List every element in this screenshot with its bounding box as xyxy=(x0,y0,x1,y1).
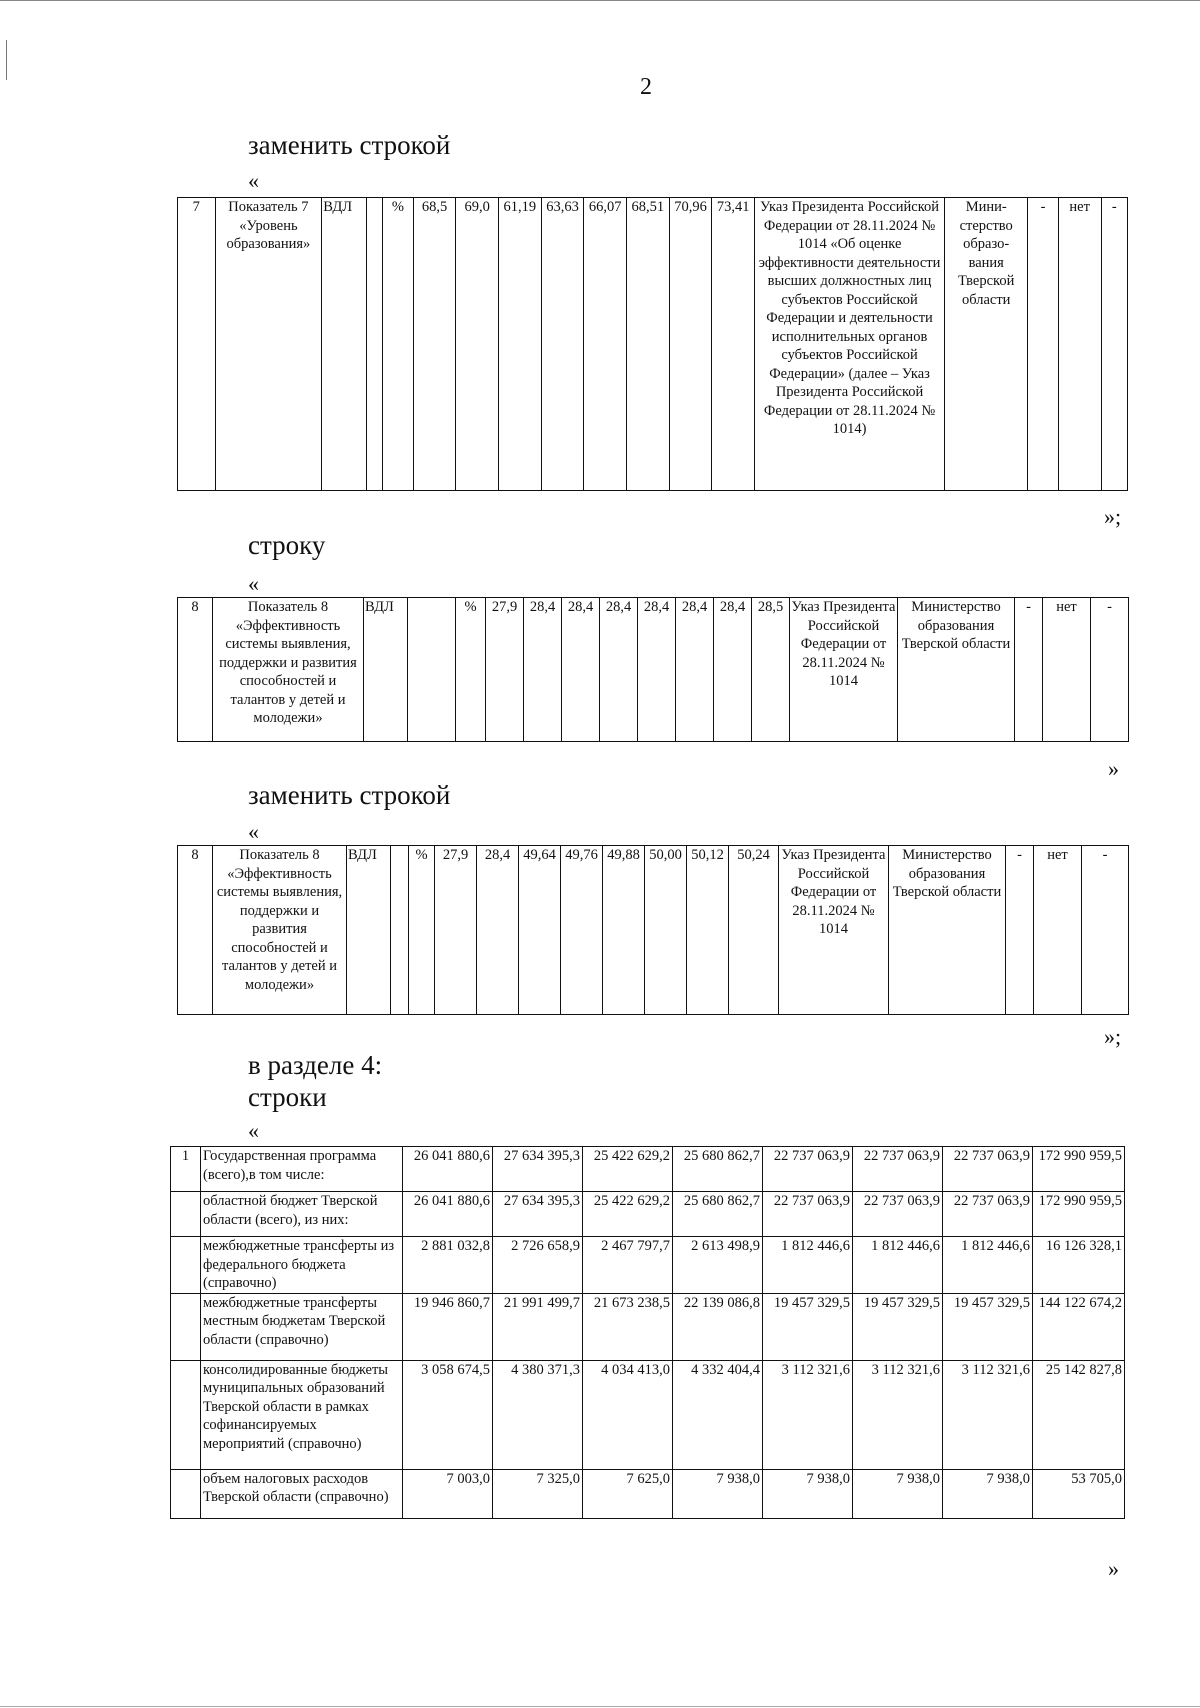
budget-table xyxy=(170,1146,1125,1519)
table-cell: 8 xyxy=(178,846,213,1015)
table-cell: 7 938,0 xyxy=(673,1469,763,1518)
table-cell: 28,4 xyxy=(638,598,676,742)
table-cell xyxy=(366,198,382,491)
table-cell: 69,0 xyxy=(456,198,499,491)
table-cell: 61,19 xyxy=(499,198,542,491)
table-cell: ВДЛ xyxy=(364,598,408,742)
table-cell: ВДЛ xyxy=(322,198,367,491)
table-cell: 1 812 446,6 xyxy=(943,1237,1033,1294)
table-cell: Государственная программа (всего),в том числе: xyxy=(201,1147,403,1192)
table-cell: 7 003,0 xyxy=(403,1469,493,1518)
table-cell: 16 126 328,1 xyxy=(1033,1237,1125,1294)
table-cell: Показатель 8 «Эффективность системы выявления, поддержки и развития способностей и талантов у детей и молодежи» xyxy=(213,846,347,1015)
table-cell: - xyxy=(1091,598,1129,742)
table-cell: 25 142 827,8 xyxy=(1033,1360,1125,1469)
open-quote-3: « xyxy=(248,819,259,844)
table-cell xyxy=(408,598,456,742)
scan-edge-bottom xyxy=(0,1706,1200,1707)
table-cell: 19 946 860,7 xyxy=(403,1293,493,1360)
table-cell: 25 422 629,2 xyxy=(583,1192,673,1237)
table-cell: консолидированные бюджеты муниципальных образований Тверской области в рамках софинансируемых мероприятий (справочно) xyxy=(201,1360,403,1469)
table-cell: 3 112 321,6 xyxy=(853,1360,943,1469)
table-cell xyxy=(171,1469,201,1518)
table-cell: 144 122 674,2 xyxy=(1033,1293,1125,1360)
section-heading-row: строку xyxy=(248,530,326,560)
table-cell: 53 705,0 xyxy=(1033,1469,1125,1518)
table-cell: 2 467 797,7 xyxy=(583,1237,673,1294)
table-cell: 3 058 674,5 xyxy=(403,1360,493,1469)
open-quote-4: « xyxy=(248,1118,259,1143)
table-cell xyxy=(171,1237,201,1294)
table-cell: 25 680 862,7 xyxy=(673,1147,763,1192)
table-cell: Министерство образования Тверской области xyxy=(898,598,1015,742)
close-quote-4: » xyxy=(1108,1556,1119,1581)
table-cell xyxy=(171,1360,201,1469)
table-cell: 2 613 498,9 xyxy=(673,1237,763,1294)
table-cell: 22 737 063,9 xyxy=(763,1192,853,1237)
table-row xyxy=(178,846,1129,1015)
section-heading-replace-1: заменить строкой xyxy=(248,130,451,160)
table-cell: 49,76 xyxy=(561,846,603,1015)
table-cell: 49,88 xyxy=(603,846,645,1015)
table-cell: нет xyxy=(1058,198,1101,491)
table-cell: 19 457 329,5 xyxy=(763,1293,853,1360)
open-quote-2: « xyxy=(248,571,259,596)
table-cell: 1 812 446,6 xyxy=(853,1237,943,1294)
close-quote-2: » xyxy=(1108,756,1119,781)
table-cell: нет xyxy=(1043,598,1091,742)
table-cell: 19 457 329,5 xyxy=(943,1293,1033,1360)
table-cell: % xyxy=(383,198,413,491)
table-cell: 7 938,0 xyxy=(853,1469,943,1518)
section-heading-rows: строки xyxy=(248,1082,327,1112)
table-cell: 7 938,0 xyxy=(763,1469,853,1518)
table-cell: 22 737 063,9 xyxy=(853,1147,943,1192)
table-cell: межбюджетные трансферты местным бюджетам Тверской области (справочно) xyxy=(201,1293,403,1360)
table-cell: 172 990 959,5 xyxy=(1033,1147,1125,1192)
table-cell: 2 726 658,9 xyxy=(493,1237,583,1294)
table-cell: 22 139 086,8 xyxy=(673,1293,763,1360)
table-cell: 1 812 446,6 xyxy=(763,1237,853,1294)
table-row xyxy=(171,1147,1125,1192)
page-number: 2 xyxy=(640,74,652,100)
table-cell: % xyxy=(456,598,486,742)
table-cell: 21 991 499,7 xyxy=(493,1293,583,1360)
table-cell: 19 457 329,5 xyxy=(853,1293,943,1360)
table-row xyxy=(171,1469,1125,1518)
close-quote-3: »; xyxy=(1104,1024,1122,1049)
table-cell: 1 xyxy=(171,1147,201,1192)
table-cell: 70,96 xyxy=(669,198,712,491)
scan-edge-top xyxy=(0,0,1200,1)
table-row xyxy=(178,598,1129,742)
table-cell: 26 041 880,6 xyxy=(403,1147,493,1192)
table-cell: 25 680 862,7 xyxy=(673,1192,763,1237)
indicator-table-8-old xyxy=(177,597,1129,742)
table-cell: Мини-стерство образо-вания Тверской области xyxy=(945,198,1028,491)
indicator-table-8-new xyxy=(177,845,1129,1015)
table-cell: Указ Президента Российской Федерации от 28.11.2024 № 1014 xyxy=(790,598,898,742)
table-cell: 25 422 629,2 xyxy=(583,1147,673,1192)
table-cell: - xyxy=(1006,846,1034,1015)
table-cell: областной бюджет Тверской области (всего), из них: xyxy=(201,1192,403,1237)
table-cell: 68,5 xyxy=(413,198,456,491)
table-cell: 4 034 413,0 xyxy=(583,1360,673,1469)
table-cell: 7 xyxy=(178,198,216,491)
table-cell: Показатель 8 «Эффективность системы выявления, поддержки и развития способностей и талантов у детей и молодежи» xyxy=(213,598,364,742)
table-cell: 50,12 xyxy=(687,846,729,1015)
table-cell: Министерство образования Тверской области xyxy=(889,846,1006,1015)
table-cell: 21 673 238,5 xyxy=(583,1293,673,1360)
table-cell: - xyxy=(1015,598,1043,742)
table-cell xyxy=(171,1293,201,1360)
table-cell xyxy=(391,846,409,1015)
table-cell: 28,4 xyxy=(477,846,519,1015)
table-cell: нет xyxy=(1034,846,1082,1015)
table-cell: 28,4 xyxy=(714,598,752,742)
table-cell: 172 990 959,5 xyxy=(1033,1192,1125,1237)
table-cell: 28,4 xyxy=(676,598,714,742)
table-cell: 4 380 371,3 xyxy=(493,1360,583,1469)
open-quote-1: « xyxy=(248,168,259,193)
table-cell: - xyxy=(1028,198,1058,491)
table-cell: 50,24 xyxy=(729,846,779,1015)
table-cell: 28,4 xyxy=(524,598,562,742)
table-cell: 2 881 032,8 xyxy=(403,1237,493,1294)
table-cell: 26 041 880,6 xyxy=(403,1192,493,1237)
table-cell: 3 112 321,6 xyxy=(763,1360,853,1469)
table-cell: 28,4 xyxy=(600,598,638,742)
table-cell: 7 325,0 xyxy=(493,1469,583,1518)
table-cell: 49,64 xyxy=(519,846,561,1015)
table-row xyxy=(178,198,1128,491)
table-cell: 4 332 404,4 xyxy=(673,1360,763,1469)
table-cell: 28,5 xyxy=(752,598,790,742)
table-cell: 27 634 395,3 xyxy=(493,1192,583,1237)
section-heading-replace-2: заменить строкой xyxy=(248,780,451,810)
scan-mark xyxy=(6,40,7,80)
table-cell: Указ Президента Российской Федерации от 28.11.2024 № 1014 xyxy=(779,846,889,1015)
table-cell: 22 737 063,9 xyxy=(763,1147,853,1192)
table-cell: 50,00 xyxy=(645,846,687,1015)
table-cell: ВДЛ xyxy=(347,846,391,1015)
table-row xyxy=(171,1192,1125,1237)
table-cell: 27,9 xyxy=(486,598,524,742)
table-cell: - xyxy=(1101,198,1128,491)
table-cell: 27 634 395,3 xyxy=(493,1147,583,1192)
table-cell: 22 737 063,9 xyxy=(943,1192,1033,1237)
table-cell: - xyxy=(1082,846,1129,1015)
table-cell: 8 xyxy=(178,598,213,742)
close-quote-1: »; xyxy=(1104,504,1122,529)
table-cell: межбюджетные трансферты из федерального бюджета (справочно) xyxy=(201,1237,403,1294)
table-cell: 73,41 xyxy=(712,198,755,491)
table-cell: Указ Президента Российской Федерации от 28.11.2024 № 1014 «Об оценке эффективности деятельности высших должностных лиц субъектов Российской Федерации и деятельности исполнительных органов субъектов Российской Федерации» (далее – Указ Президента Российской Федерации от 28.11.2024 № 1014) xyxy=(755,198,945,491)
table-cell: 3 112 321,6 xyxy=(943,1360,1033,1469)
table-row xyxy=(171,1360,1125,1469)
table-cell: % xyxy=(409,846,435,1015)
indicator-table-7 xyxy=(177,197,1128,491)
table-cell: 63,63 xyxy=(541,198,584,491)
table-row xyxy=(171,1237,1125,1294)
table-row xyxy=(171,1293,1125,1360)
table-cell: 22 737 063,9 xyxy=(853,1192,943,1237)
table-cell: Показатель 7 «Уровень образования» xyxy=(215,198,322,491)
table-cell: объем налоговых расходов Тверской области (справочно) xyxy=(201,1469,403,1518)
table-cell: 28,4 xyxy=(562,598,600,742)
section-heading-section4: в разделе 4: xyxy=(248,1050,383,1080)
table-cell: 68,51 xyxy=(627,198,670,491)
table-cell: 27,9 xyxy=(435,846,477,1015)
table-cell xyxy=(171,1192,201,1237)
table-cell: 22 737 063,9 xyxy=(943,1147,1033,1192)
table-cell: 66,07 xyxy=(584,198,627,491)
table-cell: 7 625,0 xyxy=(583,1469,673,1518)
table-cell: 7 938,0 xyxy=(943,1469,1033,1518)
